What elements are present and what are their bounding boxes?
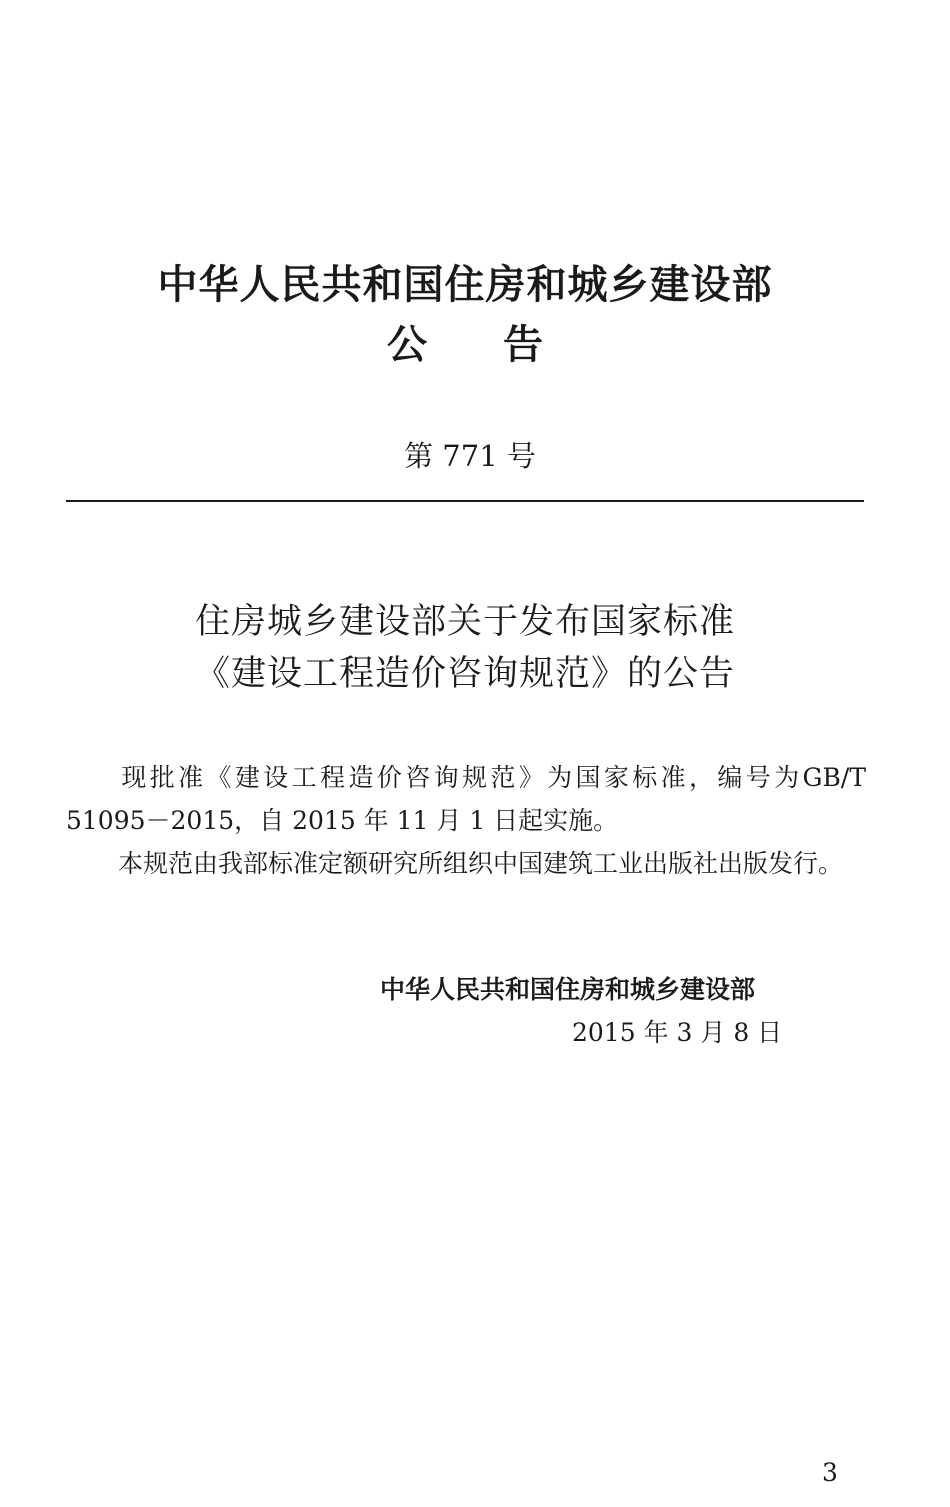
issuer-heading: 中华人民共和国住房和城乡建设部 <box>157 262 773 308</box>
doc-number: 第 771 号 <box>404 439 536 473</box>
page-number: 3 <box>822 1458 838 1487</box>
announcement-title-line-1: 住房城乡建设部关于发布国家标准 <box>194 602 735 642</box>
body-paragraph-1 <box>66 756 866 842</box>
doc-type-heading: 公告 <box>387 322 619 368</box>
body-paragraph-2 <box>66 842 866 885</box>
body-paragraph-1-text: 现批准《建设工程造价咨询规范》为国家标准，编号为GB/T 51095－2015，自 2015 年 11 月 1 日起实施。 <box>66 763 866 835</box>
signature-issuer: 中华人民共和国住房和城乡建设部 <box>380 975 756 1004</box>
signature-date: 2015 年 3 月 8 日 <box>572 1018 783 1047</box>
body-paragraph-2-text: 本规范由我部标准定额研究所组织中国建筑工业出版社出版发行。 <box>118 849 844 878</box>
announcement-title-line-2: 《建设工程造价咨询规范》的公告 <box>194 654 735 694</box>
header-divider <box>66 500 864 502</box>
